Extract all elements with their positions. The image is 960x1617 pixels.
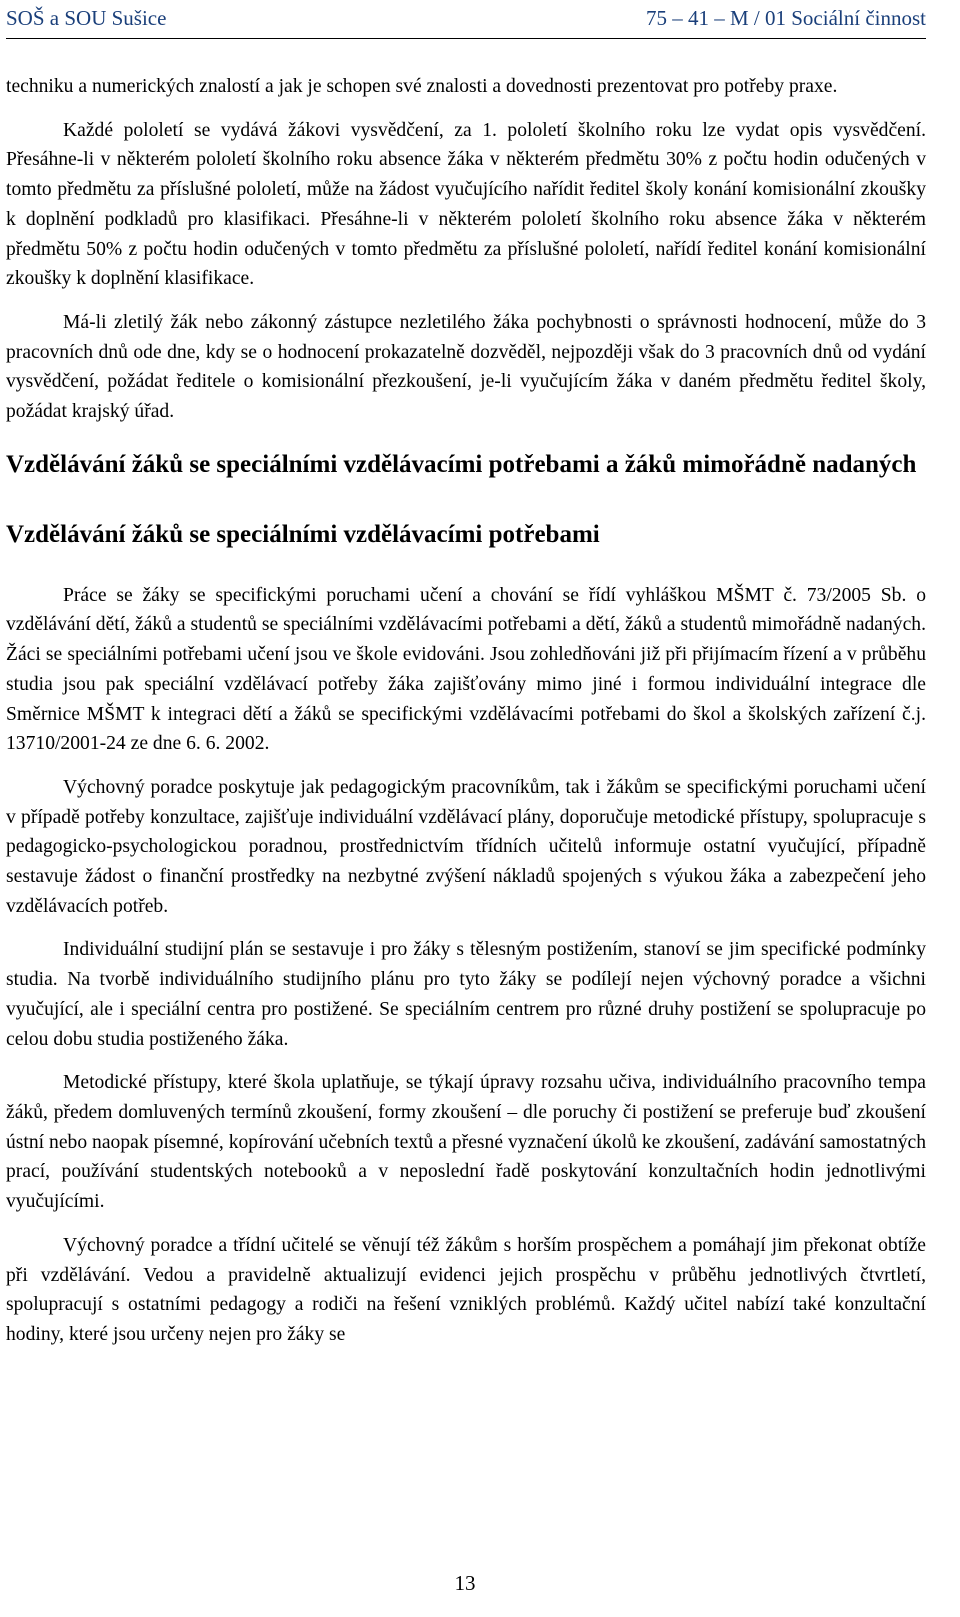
paragraph-special-needs: Práce se žáky se specifickými poruchami učení a chování se řídí vyhláškou MŠMT č. 73/2005 Sb. o vzdělávání dětí, žáků a studentů se speciálními vzdělávacími potřebami a dětí, žáků a studentů mimořádně nadaných. Žáci se speciálními potřebami učení jsou ve škole evidováni. Jsou zohledňováni již při přijímacím řízení a v průběhu studia jsou pak speciální vzdělávací potřeby žáka zajišťovány mimo jiné i formou individuální integrace dle Směrnice MŠMT k integraci dětí a žáků se specifickými vzdělávacími potřebami do škol a školských zařízení č.j. 13710/2001-24 ze dne 6. 6. 2002.	[6, 584, 926, 755]
header-school-name: SOŠ a SOU Sušice	[6, 6, 167, 30]
paragraph-individual-plan: Individuální studijní plán se sestavuje i pro žáky s tělesným postižením, stanoví se jim specifické podmínky studia. Na tvorbě individuálního studijního plánu pro tyto žáky se podílejí nejen výchovný poradce a všichni vyučující, ale i speciální centra pro postižené. Se speciálním centrem pro různé druhy postižení se spolupracuje po celou dobu studia postiženého žáka.	[6, 939, 926, 1050]
paragraph-counselor: Výchovný poradce poskytuje jak pedagogickým pracovníkům, tak i žákům se specifickými poruchami učení v případě potřeby konzultace, zajišťuje individuální vzdělávací plány, doporučuje metodické přístupy, spolupracuje s pedagogicko-psychologickou poradnou, prostřednictvím třídních učitelů informuje ostatní vyučující, případně sestavuje žádost o finanční prostředky na nezbytné zvýšení nákladů spojených s výukou žáka a zabezpečení jeho vzdělávacích potřeb.	[6, 776, 926, 917]
header-program-code: 75 – 41 – M / 01 Sociální činnost	[646, 6, 926, 30]
page-header	[6, 4, 926, 39]
subsection-heading: Vzdělávání žáků se speciálními vzdělávacími potřebami	[6, 520, 600, 548]
paragraph-weak-students: Výchovný poradce a třídní učitelé se věnují též žákům s horším prospěchem a pomáhají jim překonat obtíže při vzdělávání. Vedou a pravidelně aktualizují evidenci jejich prospěchu v průběhu jednotlivých čtvrtletí, spolupracují s ostatními pedagogy a rodiči na řešení vzniklých problémů. Každý učitel nabízí také konzultační hodiny, které jsou určeny nejen pro žáky se	[6, 1234, 926, 1345]
paragraph-methods: Metodické přístupy, které škola uplatňuje, se týkají úpravy rozsahu učiva, individuálního pracovního tempa žáků, předem domluvených termínů zkoušení, formy zkoušení – dle poruchy či postižení se preferuje buď zkoušení ústní nebo naopak písemné, kopírování učebních textů a přesné vyznačení úkolů ke zkoušení, zadávání samostatných prací, používání studentských notebooků a v neposlední řadě poskytování konzultačních hodin jednotlivými vyučujícími.	[6, 1072, 926, 1213]
section-heading: Vzdělávání žáků se speciálními vzdělávacími potřebami a žáků mimořádně nadaných	[6, 450, 917, 478]
page-number: 13	[454, 1571, 476, 1595]
paragraph-report-card: Každé pololetí se vydává žákovi vysvědčení, za 1. pololetí školního roku lze vydat opis vysvědčení. Přesáhne-li v některém pololetí školního roku absence žáka v některém předmětu 30% z počtu hodin odučených v tomto předmětu za příslušné pololetí, může na žádost vyučujícího nařídit ředitel školy konání komisionální zkoušky k doplnění podkladů pro klasifikaci. Přesáhne-li v některém pololetí školního roku absence žáka v některém předmětu 50% z počtu hodin odučených v tomto předmětu za příslušné pololetí, nařídí ředitel konání komisionální zkoušky k doplnění klasifikace.	[6, 119, 926, 290]
page-content	[6, 72, 926, 1350]
paragraph-continuation: techniku a numerických znalostí a jak je schopen své znalosti a dovednosti prezentovat pro potřeby praxe.	[6, 76, 838, 97]
paragraph-review-request: Má-li zletilý žák nebo zákonný zástupce nezletilého žáka pochybnosti o správnosti hodnocení, může do 3 pracovních dnů ode dne, kdy se o hodnocení prokazatelně dozvěděl, nejpozději však do 3 pracovních dnů od vydání vysvědčení, požádat ředitele o komisionální přezkoušení, je-li vyučujícím žáka v daném předmětu ředitel školy, požádat krajský úřad.	[6, 311, 926, 423]
